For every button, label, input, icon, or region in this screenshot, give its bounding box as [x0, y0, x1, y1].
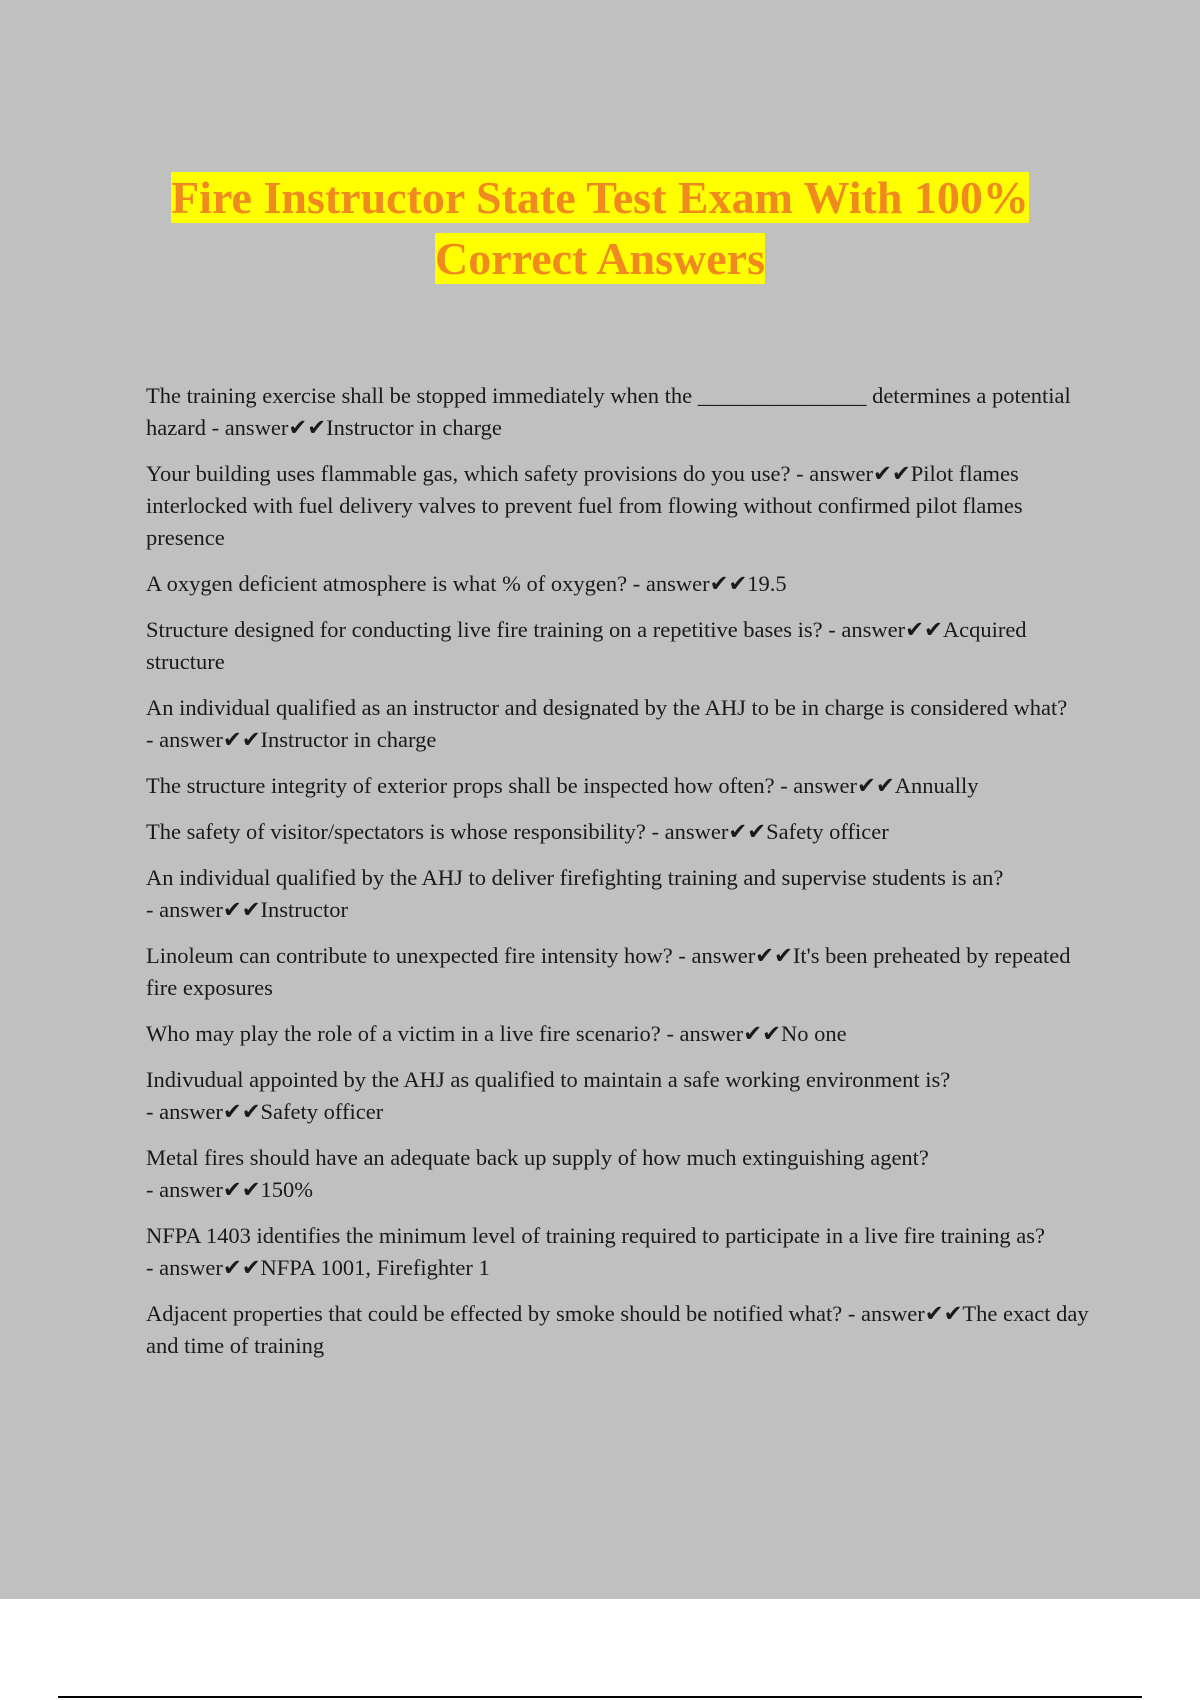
- answer-separator: - answer✔✔: [205, 415, 327, 440]
- question-text: An individual qualified by the AHJ to deliver firefighting training and supervise students is an?: [146, 865, 1004, 890]
- answer-separator: - answer✔✔: [627, 571, 748, 596]
- qa-item: [146, 816, 1096, 848]
- answer-text: Annually: [894, 773, 979, 798]
- answer-text: NFPA 1001, Firefighter 1: [260, 1255, 490, 1280]
- answer-text: Instructor: [260, 897, 349, 922]
- question-text: Linoleum can contribute to unexpected fire intensity how?: [146, 943, 673, 968]
- answer-text: Instructor in charge: [260, 727, 437, 752]
- answer-text: 19.5: [747, 571, 787, 596]
- qa-item: [146, 568, 1096, 600]
- qa-item: [146, 1220, 1096, 1284]
- question-text: An individual qualified as an instructor and designated by the AHJ to be in charge is considered what?: [146, 695, 1068, 720]
- page-footer-rule: [58, 1696, 1142, 1698]
- answer-text: Pilot flames interlocked with fuel delivery valves to prevent fuel from flowing without confirmed pilot flames presence: [146, 461, 1023, 550]
- answer-separator: - answer✔✔: [146, 727, 261, 752]
- qa-item: [146, 692, 1096, 756]
- answer-separator: - answer✔✔: [672, 943, 793, 968]
- qa-item: [146, 1142, 1096, 1206]
- answer-separator: - answer✔✔: [146, 1255, 261, 1280]
- title-line-1: Fire Instructor State Test Exam With 100%: [171, 172, 1029, 223]
- question-text: Your building uses flammable gas, which safety provisions do you use?: [146, 461, 791, 486]
- qa-item: [146, 940, 1096, 1004]
- answer-separator: - answer✔✔: [842, 1301, 963, 1326]
- answer-text: Instructor in charge: [326, 415, 502, 440]
- title-line-2: Correct Answers: [435, 233, 765, 284]
- question-text: Structure designed for conducting live fire training on a repetitive bases is?: [146, 617, 823, 642]
- document-title: [0, 167, 1200, 289]
- qa-item: [146, 380, 1096, 444]
- qa-item: [146, 1018, 1096, 1050]
- question-text: The training exercise shall be stopped immediately when the _______________ determines a potential hazard: [146, 383, 1071, 440]
- answer-text: Safety officer: [260, 1099, 384, 1124]
- qa-item: [146, 1298, 1096, 1362]
- answer-separator: - answer✔✔: [822, 617, 943, 642]
- qa-item: [146, 1064, 1096, 1128]
- answer-separator: - answer✔✔: [790, 461, 911, 486]
- answer-separator: - answer✔✔: [146, 1099, 261, 1124]
- answer-text: The exact day and time of training: [146, 1301, 1089, 1358]
- question-text: The safety of visitor/spectators is whose responsibility?: [146, 819, 646, 844]
- answer-text: 150%: [260, 1177, 314, 1202]
- answer-text: Safety officer: [766, 819, 889, 844]
- answer-separator: - answer✔✔: [146, 1177, 261, 1202]
- question-text: The structure integrity of exterior props shall be inspected how often?: [146, 773, 775, 798]
- question-text: Metal fires should have an adequate back up supply of how much extinguishing agent?: [146, 1145, 929, 1170]
- question-text: A oxygen deficient atmosphere is what % of oxygen?: [146, 571, 628, 596]
- answer-separator: - answer✔✔: [645, 819, 767, 844]
- answer-text: Acquired structure: [146, 617, 1027, 674]
- answer-separator: - answer✔✔: [146, 897, 261, 922]
- answer-separator: - answer✔✔: [774, 773, 895, 798]
- question-text: Who may play the role of a victim in a live fire scenario?: [146, 1021, 661, 1046]
- answer-text: No one: [780, 1021, 847, 1046]
- qa-item: [146, 458, 1096, 554]
- question-text: NFPA 1403 identifies the minimum level of training required to participate in a live fire training as?: [146, 1223, 1045, 1248]
- question-text: Indivudual appointed by the AHJ as qualified to maintain a safe working environment is?: [146, 1067, 951, 1092]
- qa-item: [146, 862, 1096, 926]
- answer-separator: - answer✔✔: [660, 1021, 781, 1046]
- answer-text: It's been preheated by repeated fire exposures: [146, 943, 1071, 1000]
- qa-list: [146, 380, 1096, 1376]
- qa-item: [146, 614, 1096, 678]
- qa-item: [146, 770, 1096, 802]
- question-text: Adjacent properties that could be effected by smoke should be notified what?: [146, 1301, 843, 1326]
